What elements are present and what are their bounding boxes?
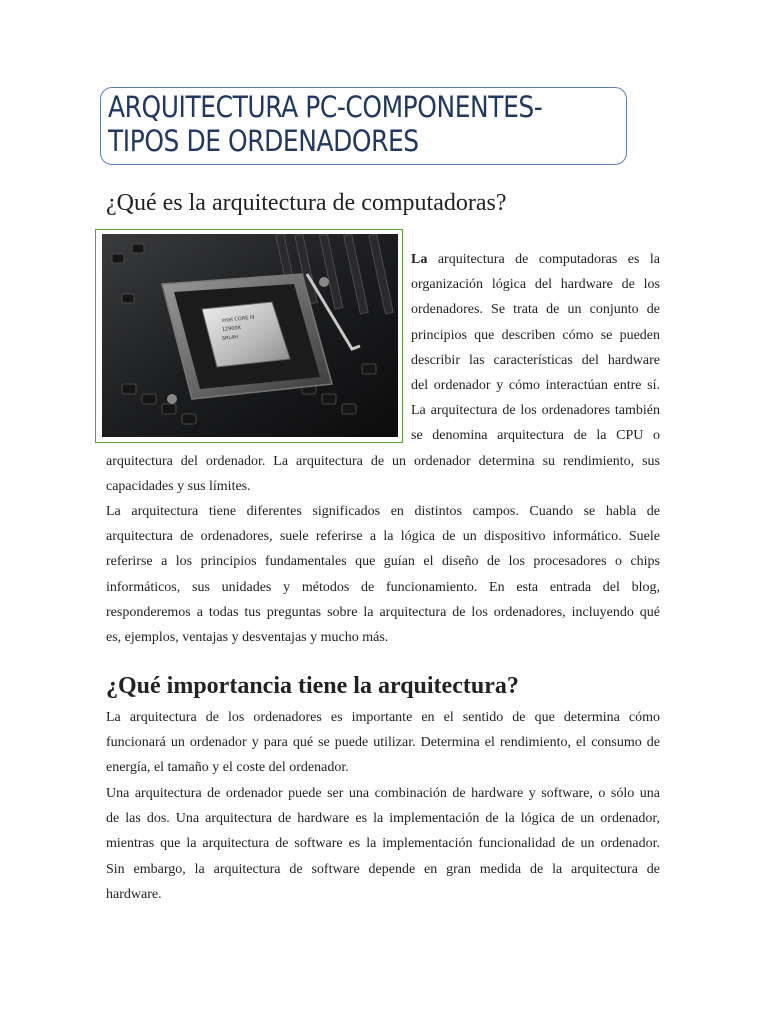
body-line: informáticos, sus unidades y métodos de funcionamiento. En esta entrada del blog, xyxy=(106,579,660,595)
section2-heading: ¿Qué importancia tiene la arquitectura? xyxy=(106,673,519,699)
body-line: referirse a los principios fundamentales que guían el diseño de los procesadores o chips xyxy=(106,554,660,570)
body-line: arquitectura del ordenador. La arquitectura de un ordenador determina su rendimiento, sus xyxy=(106,454,660,469)
section1-continuation xyxy=(106,449,660,499)
wrap-line: se denomina arquitectura de la CPU o xyxy=(411,428,660,444)
body-line: Sin embargo, la arquitectura de software depende en gran medida de la arquitectura de xyxy=(106,861,660,877)
wrap-line: principios que describen cómo se pueden xyxy=(411,327,660,343)
title-line-2: TIPOS DE ORDENADORES xyxy=(108,124,419,158)
svg-text:12900K: 12900K xyxy=(221,325,242,333)
wrap-line: La arquitectura de los ordenadores también xyxy=(411,403,660,419)
section1-paragraph-2 xyxy=(106,499,660,650)
body-line: La arquitectura de los ordenadores es importante en el sentido de que determina cómo xyxy=(106,710,660,725)
title-box xyxy=(100,87,627,165)
wrap-lead-bold: La xyxy=(411,252,428,267)
body-line: es, ejemplos, ventajas y desventajas y mucho más. xyxy=(106,629,389,645)
page-title xyxy=(108,90,542,158)
title-line-1: ARQUITECTURA PC-COMPONENTES- xyxy=(108,90,543,124)
section1-wrap-paragraph xyxy=(411,247,660,449)
body-line: energía, el tamaño y el coste del ordenador. xyxy=(106,760,349,776)
wrap-line xyxy=(411,247,660,272)
body-line: Una arquitectura de ordenador puede ser una combinación de hardware y software, o sólo una xyxy=(106,786,660,801)
body-line: La arquitectura tiene diferentes significados en distintos campos. Cuando se habla de xyxy=(106,504,660,519)
section2-paragraph-2 xyxy=(106,781,660,907)
section2-paragraph-1 xyxy=(106,705,660,781)
svg-text:SRL4H: SRL4H xyxy=(221,334,239,342)
body-line: responderemos a todas tus preguntas sobre la arquitectura de los ordenadores, incluyendo qué xyxy=(106,604,660,620)
svg-text:intel CORE i9: intel CORE i9 xyxy=(221,314,255,324)
body-line: funcionará un ordenador y para qué se puede utilizar. Determina el rendimiento, el consumo de xyxy=(106,735,660,751)
body-line: mientras que la arquitectura de software es la implementación funcionalidad de un ordenador. xyxy=(106,836,660,852)
wrap-line: ordenadores. Se trata de un conjunto de xyxy=(411,302,660,318)
section1-heading: ¿Qué es la arquitectura de computadoras? xyxy=(106,190,507,216)
body-line: de las dos. Una arquitectura de hardware es la implementación de la lógica de un ordenador, xyxy=(106,811,660,827)
wrap-line: organización lógica del hardware de los xyxy=(411,277,660,293)
wrap-line: del ordenador y cómo interactúan entre sí. xyxy=(411,377,660,393)
body-line: arquitectura de ordenadores, suele referirse a la lógica de un dispositivo informático. Suele xyxy=(106,529,660,545)
body-line: capacidades y sus límites. xyxy=(106,479,251,495)
body-line: hardware. xyxy=(106,886,162,902)
wrap-line-text: arquitectura de computadoras es la xyxy=(437,252,661,267)
cpu-socket-illustration xyxy=(102,234,398,437)
cpu-socket-photo xyxy=(95,229,403,443)
wrap-line: describir las características del hardware xyxy=(411,352,660,368)
